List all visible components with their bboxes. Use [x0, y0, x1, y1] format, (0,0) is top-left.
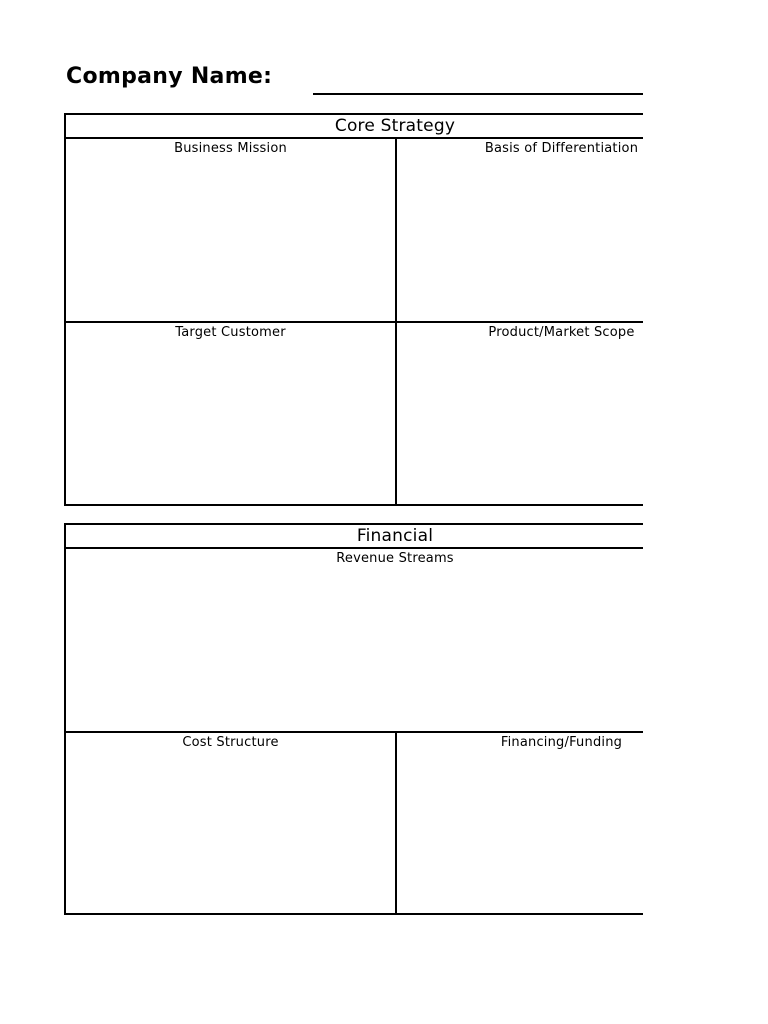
- financing-funding-label: Financing/Funding: [500, 735, 623, 750]
- core-strategy-section: [64, 113, 643, 506]
- target-customer-label: Target Customer: [175, 325, 286, 340]
- core-strategy-header: [66, 115, 643, 139]
- cost-structure-cell[interactable]: [66, 733, 395, 915]
- financial-title: Financial: [356, 526, 434, 546]
- financing-funding-cell[interactable]: [397, 733, 643, 915]
- business-mission-label: Business Mission: [174, 141, 287, 156]
- financial-section: [64, 523, 643, 915]
- product-market-scope-cell[interactable]: [397, 323, 643, 506]
- basis-of-differentiation-cell[interactable]: [397, 139, 643, 321]
- company-name-label: Company Name:: [66, 64, 273, 89]
- cost-structure-label: Cost Structure: [182, 735, 279, 750]
- target-customer-cell[interactable]: [66, 323, 395, 506]
- revenue-streams-label: Revenue Streams: [336, 551, 454, 566]
- product-market-scope-label: Product/Market Scope: [488, 325, 635, 340]
- basis-of-differentiation-label: Basis of Differentiation: [484, 141, 639, 156]
- financial-header: [66, 525, 643, 549]
- core-strategy-title: Core Strategy: [334, 116, 456, 136]
- business-mission-cell[interactable]: [66, 139, 395, 321]
- company-name-field[interactable]: [313, 93, 643, 95]
- revenue-streams-cell[interactable]: [66, 549, 643, 731]
